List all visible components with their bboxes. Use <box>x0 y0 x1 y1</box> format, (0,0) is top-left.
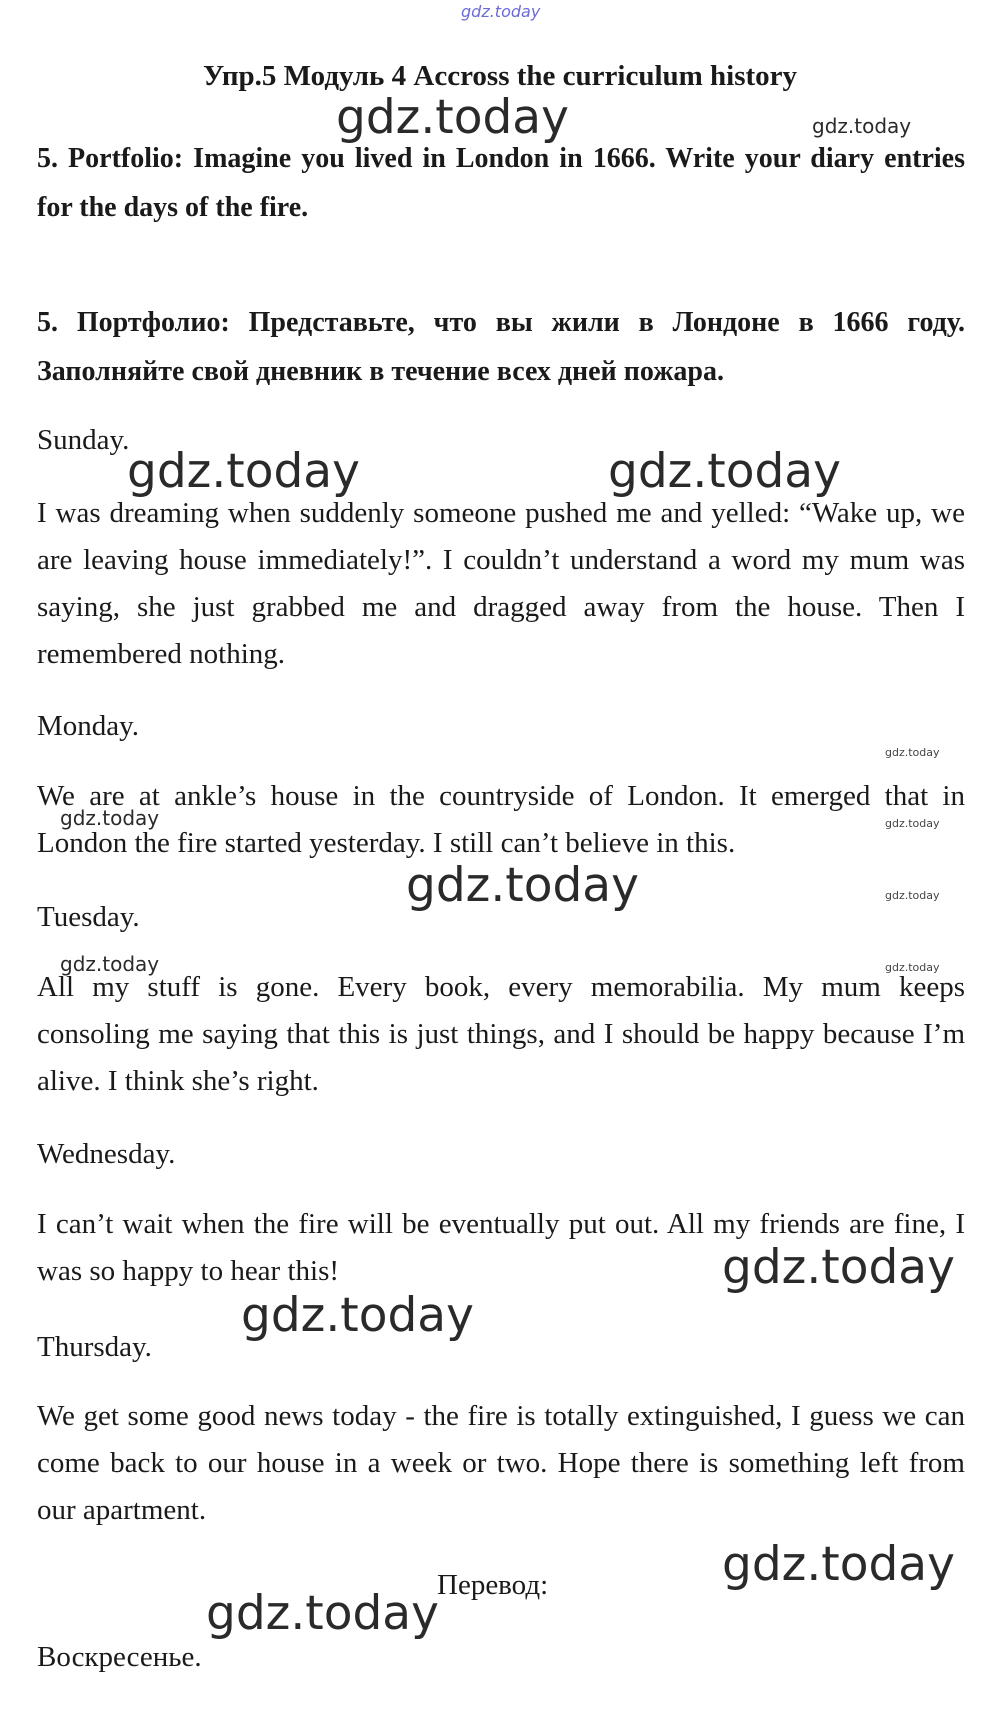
watermark: gdz.today <box>885 889 940 902</box>
watermark: gdz.today <box>722 1537 955 1592</box>
watermark: gdz.today <box>206 1586 439 1641</box>
translation-first-day: Воскресенье. <box>37 1641 202 1673</box>
watermark: gdz.today <box>812 114 912 138</box>
watermark: gdz.today <box>608 444 841 499</box>
watermark: gdz.today <box>722 1240 955 1295</box>
task-russian: 5. Портфолио: Представьте, что вы жили в Лондоне в 1666 году. Заполняйте свой дневник в течение всех дней пожара. <box>37 307 965 387</box>
translation-label: Перевод: <box>437 1569 549 1601</box>
diary-entry-tuesday: All my stuff is gone. Every book, every memorabilia. My mum keeps consoling me saying that this is just things, and I should be happy because I’m alive. I think she’s right. <box>37 971 965 1097</box>
page-title: Упр.5 Модуль 4 Accross the curriculum history <box>202 60 798 92</box>
watermark: gdz.today <box>60 806 160 830</box>
watermark: gdz.today <box>241 1288 474 1343</box>
top-watermark: gdz.today <box>461 2 541 21</box>
watermark: gdz.today <box>885 746 940 759</box>
diary-entry-sunday: I was dreaming when suddenly someone pushed me and yelled: “Wake up, we are leaving house immediately!”. I couldn’t understand a word my mum was saying, she just grabbed me and dragged away from the house. Then I remembered nothing. <box>37 497 965 670</box>
diary-entry-wednesday: I can’t wait when the fire will be eventually put out. All my friends are fine, I was so happy to hear this! <box>37 1208 965 1287</box>
diary-day-thursday: Thursday. <box>37 1331 152 1363</box>
diary-day-monday: Monday. <box>37 710 140 742</box>
task-english: 5. Portfolio: Imagine you lived in London in 1666. Write your diary entries for the days of the fire. <box>37 143 965 223</box>
watermark: gdz.today <box>60 952 160 976</box>
diary-day-tuesday: Tuesday. <box>37 901 140 933</box>
diary-day-wednesday: Wednesday. <box>37 1138 176 1170</box>
watermark: gdz.today <box>127 444 360 499</box>
watermark: gdz.today <box>336 90 569 145</box>
diary-entry-thursday: We get some good news today - the fire is totally extinguished, I guess we can come back to our house in a week or two. Hope there is something left from our apartment. <box>37 1400 965 1526</box>
watermark: gdz.today <box>885 961 940 974</box>
watermark: gdz.today <box>885 817 940 830</box>
diary-entry-monday: We are at ankle’s house in the countryside of London. It emerged that in London the fire started yesterday. I still can’t believe in this. <box>37 780 965 859</box>
watermark: gdz.today <box>406 858 639 913</box>
diary-day-sunday: Sunday. <box>37 424 130 456</box>
